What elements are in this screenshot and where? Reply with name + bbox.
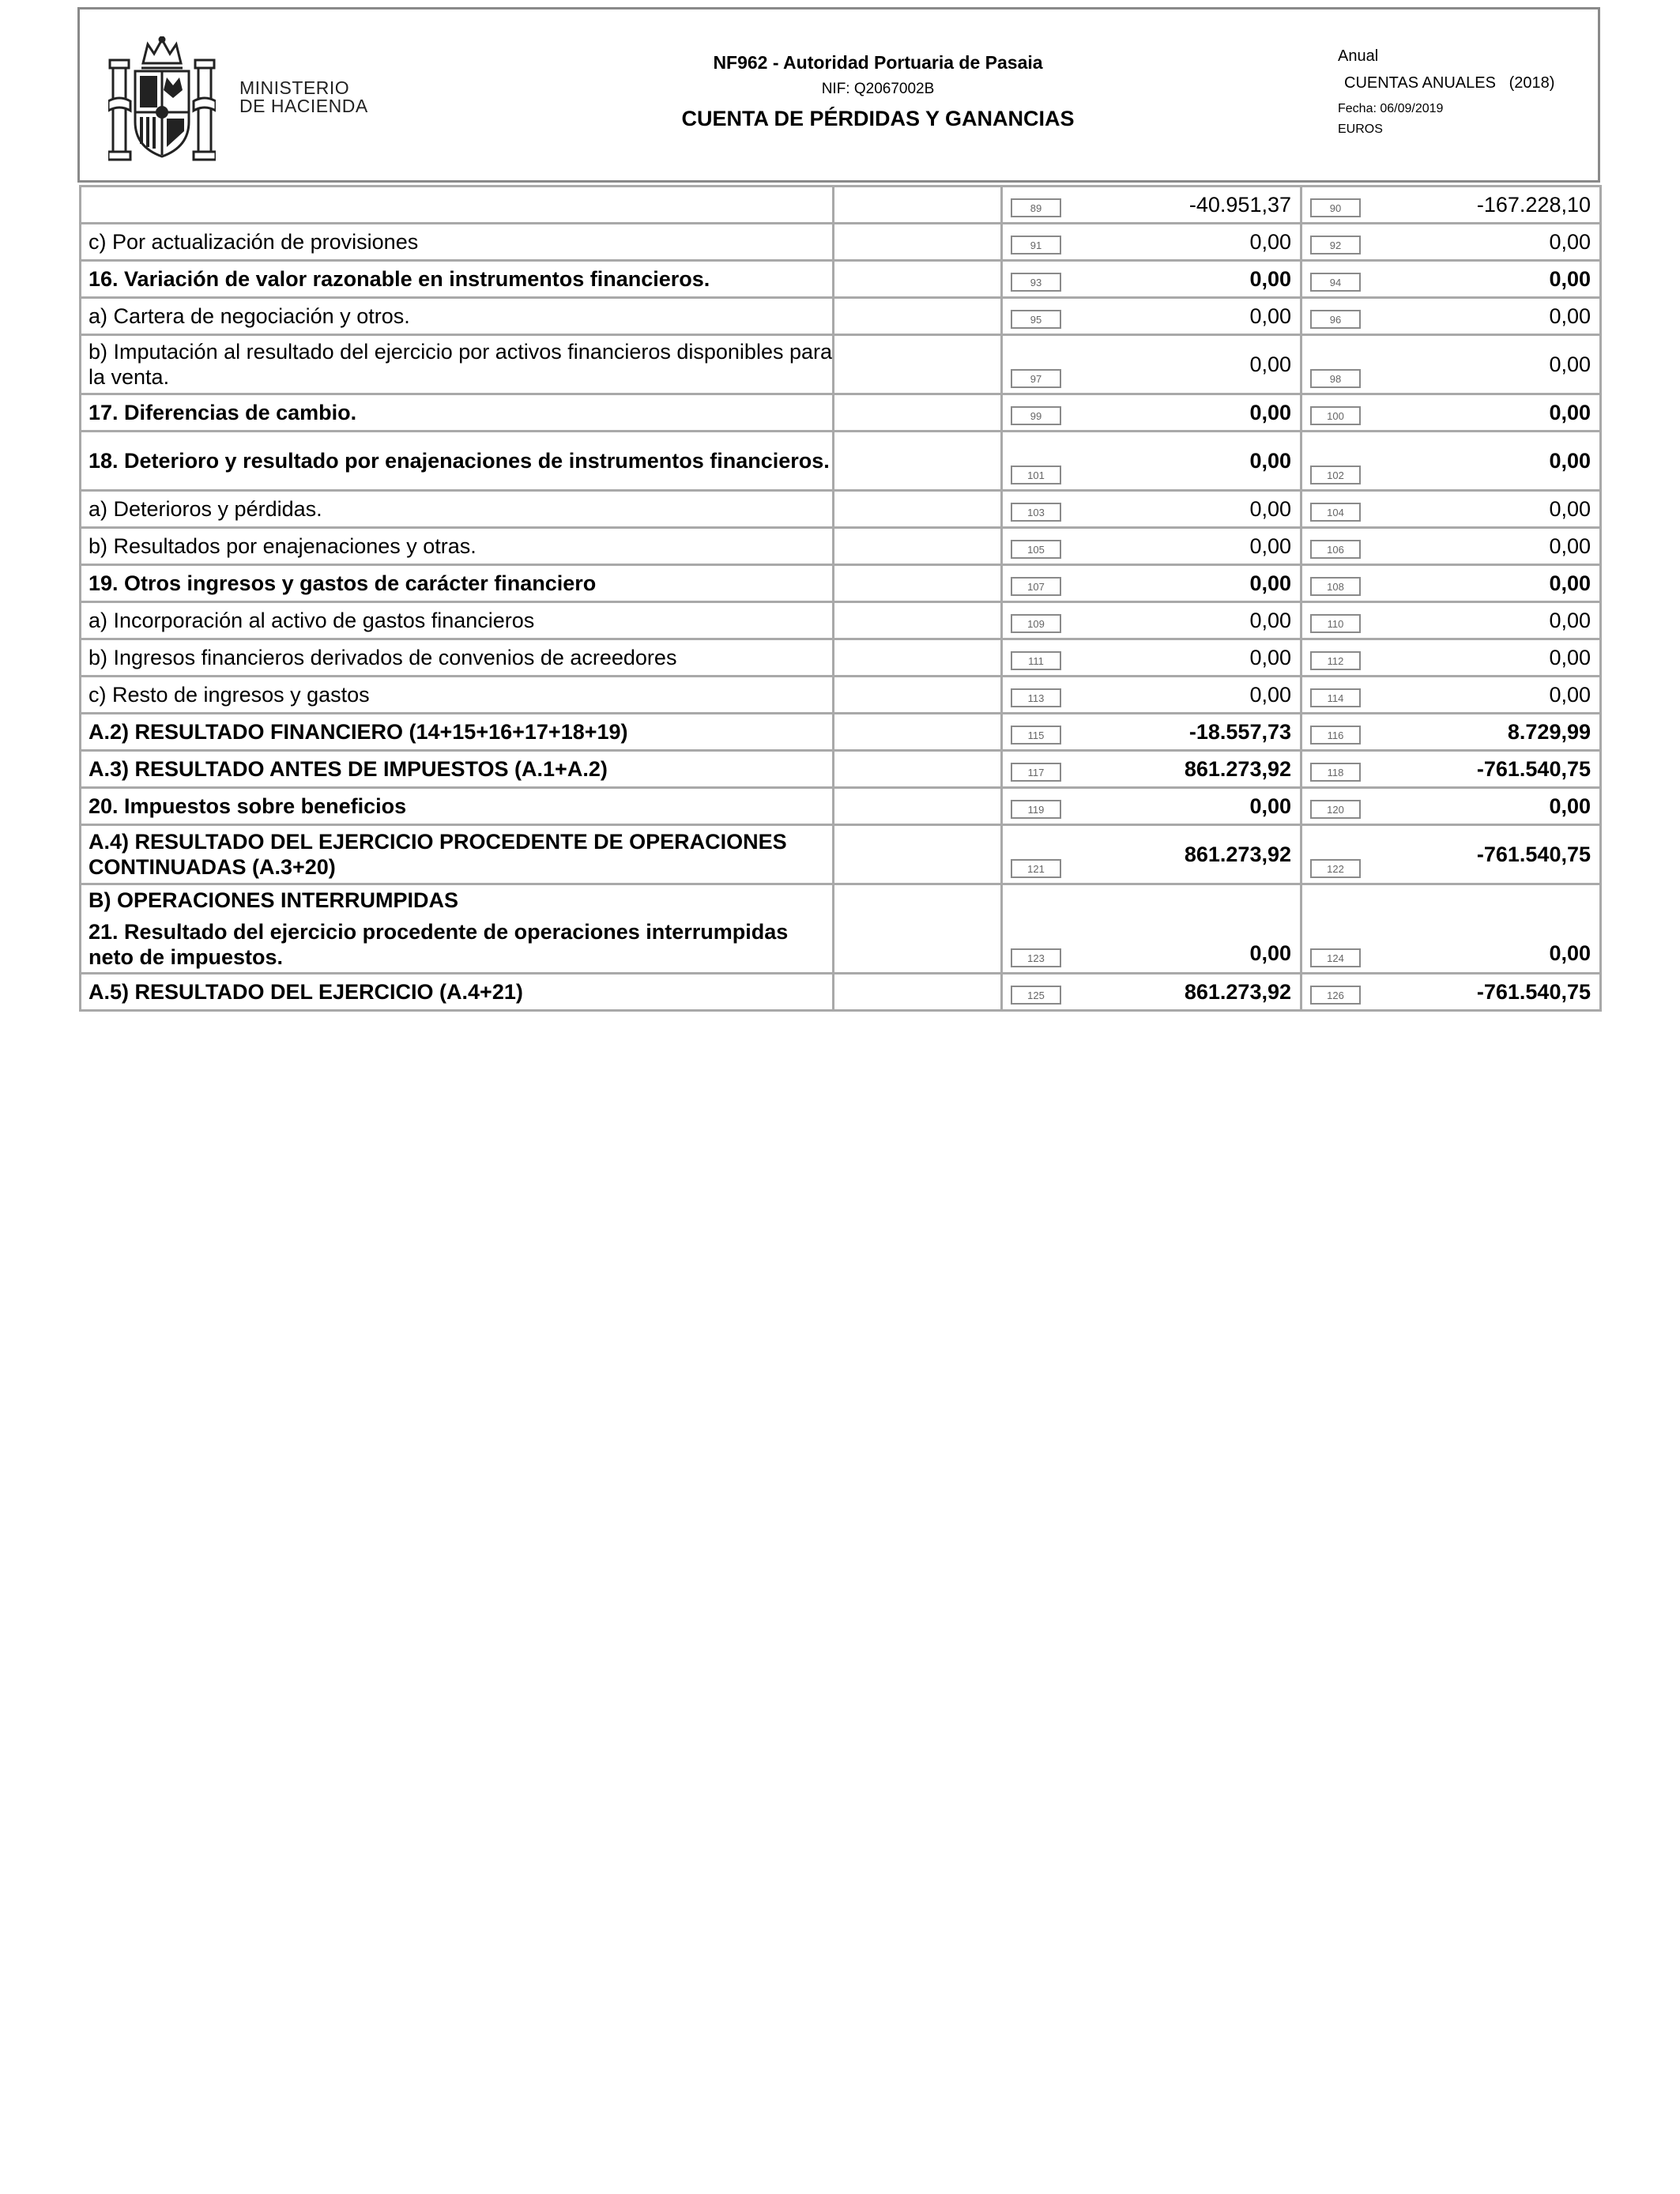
table-row: [81, 335, 1601, 394]
table-row: [81, 825, 1601, 884]
box-code: 92: [1310, 236, 1361, 254]
value-cell-current: [1002, 602, 1301, 639]
box-code: 93: [1011, 273, 1061, 292]
row-label: b) Ingresos financieros derivados de convenios de acreedores: [89, 646, 677, 669]
amount-value: 0,00: [1549, 608, 1591, 632]
row-label-cell: [81, 677, 834, 714]
amount-value: 0,00: [1249, 303, 1291, 328]
amount-value: 0,00: [1249, 496, 1291, 521]
empty-cell: [834, 224, 1002, 261]
box-code: 95: [1011, 310, 1061, 329]
amount-value: 0,00: [1549, 400, 1591, 424]
empty-cell: [834, 639, 1002, 677]
value-cell-previous: [1301, 788, 1601, 825]
value-cell-previous: [1301, 714, 1601, 751]
ministry-line-1: MINISTERIO: [239, 77, 350, 98]
box-code: 90: [1310, 198, 1361, 217]
amount-value: 0,00: [1249, 448, 1291, 473]
table-row: [81, 974, 1601, 1011]
table-row: [81, 187, 1601, 224]
box-code: 123: [1011, 948, 1061, 967]
amount-value: 0,00: [1549, 352, 1591, 376]
box-code: 91: [1011, 236, 1061, 254]
row-label: a) Deterioros y pérdidas.: [89, 497, 322, 521]
amount-value: 0,00: [1549, 303, 1591, 328]
value-cell-previous: [1301, 528, 1601, 565]
value-cell-current: [1002, 528, 1301, 565]
coat-of-arms-logo: [108, 36, 216, 161]
box-code: 122: [1310, 859, 1361, 878]
box-code: 110: [1310, 614, 1361, 633]
nif-label: NIF: Q2067002B: [821, 81, 935, 97]
row-label: 17. Diferencias de cambio.: [89, 401, 357, 424]
box-code: 120: [1310, 800, 1361, 819]
table-row: [81, 432, 1601, 491]
box-code: 109: [1011, 614, 1061, 633]
empty-cell: [834, 298, 1002, 335]
value-cell-current: [1002, 974, 1301, 1011]
box-code: 100: [1310, 406, 1361, 425]
date-label: Fecha: 06/09/2019: [1338, 102, 1444, 115]
row-label-cell: [81, 825, 834, 884]
table-row: [81, 714, 1601, 751]
box-code: 103: [1011, 503, 1061, 522]
box-code: 104: [1310, 503, 1361, 522]
row-label-cell: [81, 714, 834, 751]
box-code: 125: [1011, 986, 1061, 1005]
amount-value: 0,00: [1249, 571, 1291, 595]
row-label: a) Incorporación al activo de gastos financieros: [89, 609, 535, 632]
row-label-cell: [81, 491, 834, 528]
row-label: A.3) RESULTADO ANTES DE IMPUESTOS (A.1+A.2): [89, 757, 608, 781]
box-code: 97: [1011, 369, 1061, 388]
row-label-cell: [81, 788, 834, 825]
box-code: 118: [1310, 763, 1361, 782]
row-label-cell: [81, 639, 834, 677]
header-center: [554, 51, 1202, 134]
value-cell-previous: [1301, 432, 1601, 491]
row-label-cell: [81, 528, 834, 565]
amount-value: 0,00: [1549, 448, 1591, 473]
row-label: 20. Impuestos sobre beneficios: [89, 794, 407, 818]
empty-cell: [834, 677, 1002, 714]
amount-value: 0,00: [1549, 571, 1591, 595]
header-meta: [1338, 46, 1554, 137]
amount-value: 0,00: [1249, 794, 1291, 818]
box-code: 115: [1011, 726, 1061, 745]
currency-label: EUROS: [1338, 123, 1383, 136]
amount-value: 0,00: [1249, 533, 1291, 558]
document-header: [77, 7, 1600, 183]
value-cell-current: [1002, 394, 1301, 432]
row-label: a) Cartera de negociación y otros.: [89, 304, 410, 328]
row-label-cell: [81, 335, 834, 394]
box-code: 114: [1310, 688, 1361, 707]
value-cell-current: [1002, 224, 1301, 261]
amount-value: 0,00: [1249, 608, 1291, 632]
row-label-cell: [81, 187, 834, 224]
row-label: c) Resto de ingresos y gastos: [89, 683, 370, 707]
empty-cell: [834, 884, 1002, 974]
entity-name: NF962 - Autoridad Portuaria de Pasaia: [713, 52, 1043, 73]
box-code: 119: [1011, 800, 1061, 819]
amount-value: -167.228,10: [1476, 192, 1591, 217]
amount-value: 0,00: [1549, 229, 1591, 254]
box-code: 112: [1310, 651, 1361, 670]
row-label: A.5) RESULTADO DEL EJERCICIO (A.4+21): [89, 980, 523, 1004]
table-row: [81, 884, 1601, 974]
row-label-cell: [81, 884, 834, 974]
value-cell-current: [1002, 335, 1301, 394]
box-code: 121: [1011, 859, 1061, 878]
amount-value: 0,00: [1549, 941, 1591, 965]
row-label: 19. Otros ingresos y gastos de carácter financiero: [89, 571, 597, 595]
box-code: 106: [1310, 540, 1361, 559]
table-row: [81, 565, 1601, 602]
value-cell-current: [1002, 639, 1301, 677]
box-code: 113: [1011, 688, 1061, 707]
row-label-cell: [81, 974, 834, 1011]
empty-cell: [834, 187, 1002, 224]
value-cell-previous: [1301, 394, 1601, 432]
amount-value: 0,00: [1249, 400, 1291, 424]
amount-value: -761.540,75: [1476, 842, 1591, 866]
empty-cell: [834, 335, 1002, 394]
empty-cell: [834, 528, 1002, 565]
amount-value: 0,00: [1549, 794, 1591, 818]
table-row: [81, 261, 1601, 298]
row-label-cell: [81, 432, 834, 491]
page-title: CUENTA DE PÉRDIDAS Y GANANCIAS: [681, 107, 1075, 130]
row-label: c) Por actualización de provisiones: [89, 230, 419, 254]
value-cell-previous: [1301, 187, 1601, 224]
box-code: 111: [1011, 651, 1061, 670]
value-cell-current: [1002, 565, 1301, 602]
row-label: A.2) RESULTADO FINANCIERO (14+15+16+17+18+19): [89, 720, 628, 744]
box-code: 102: [1310, 466, 1361, 484]
row-label-cell: [81, 394, 834, 432]
table-row: [81, 491, 1601, 528]
row-label: A.4) RESULTADO DEL EJERCICIO PROCEDENTE DE OPERACIONES CONTINUADAS (A.3+20): [89, 830, 787, 879]
value-cell-previous: [1301, 884, 1601, 974]
value-cell-current: [1002, 298, 1301, 335]
value-cell-previous: [1301, 224, 1601, 261]
row-label: 18. Deterioro y resultado por enajenaciones de instrumentos financieros.: [89, 449, 830, 473]
amount-value: 0,00: [1249, 352, 1291, 376]
value-cell-current: [1002, 825, 1301, 884]
amount-value: 0,00: [1549, 645, 1591, 669]
table-row: [81, 751, 1601, 788]
row-label-cell: [81, 298, 834, 335]
row-label: 16. Variación de valor razonable en instrumentos financieros.: [89, 267, 710, 291]
box-code: 94: [1310, 273, 1361, 292]
box-code: 101: [1011, 466, 1061, 484]
box-code: 126: [1310, 986, 1361, 1005]
empty-cell: [834, 261, 1002, 298]
row-label-cell: [81, 602, 834, 639]
table-row: [81, 602, 1601, 639]
amount-value: 0,00: [1249, 682, 1291, 707]
amount-value: 861.273,92: [1184, 979, 1291, 1004]
amount-value: 0,00: [1249, 266, 1291, 291]
value-cell-current: [1002, 261, 1301, 298]
box-code: 124: [1310, 948, 1361, 967]
box-code: 98: [1310, 369, 1361, 388]
ministry-line-2: DE HACIENDA: [239, 96, 368, 116]
amount-value: 0,00: [1249, 645, 1291, 669]
table-row: [81, 788, 1601, 825]
box-code: 107: [1011, 577, 1061, 596]
empty-cell: [834, 432, 1002, 491]
box-code: 108: [1310, 577, 1361, 596]
amount-value: -761.540,75: [1476, 756, 1591, 781]
amount-value: 0,00: [1249, 229, 1291, 254]
empty-cell: [834, 394, 1002, 432]
row-label-cell: [81, 224, 834, 261]
value-cell-previous: [1301, 335, 1601, 394]
amount-value: 8.729,99: [1507, 719, 1591, 744]
box-code: 96: [1310, 310, 1361, 329]
amount-value: -40.951,37: [1188, 192, 1291, 217]
empty-cell: [834, 751, 1002, 788]
table-row: [81, 677, 1601, 714]
amount-value: 861.273,92: [1184, 756, 1291, 781]
value-cell-current: [1002, 884, 1301, 974]
value-cell-previous: [1301, 639, 1601, 677]
value-cell-current: [1002, 677, 1301, 714]
value-cell-previous: [1301, 677, 1601, 714]
row-label: b) Resultados por enajenaciones y otras.: [89, 534, 477, 558]
box-code: 99: [1011, 406, 1061, 425]
value-cell-previous: [1301, 565, 1601, 602]
box-code: 116: [1310, 726, 1361, 745]
empty-cell: [834, 491, 1002, 528]
empty-cell: [834, 714, 1002, 751]
amount-value: -761.540,75: [1476, 979, 1591, 1004]
value-cell-previous: [1301, 602, 1601, 639]
amount-value: 0,00: [1549, 682, 1591, 707]
amount-value: 0,00: [1549, 266, 1591, 291]
table-row: [81, 298, 1601, 335]
profit-loss-table: [79, 185, 1602, 1012]
box-code: 105: [1011, 540, 1061, 559]
empty-cell: [834, 825, 1002, 884]
ministry-name: [239, 79, 368, 115]
value-cell-previous: [1301, 491, 1601, 528]
value-cell-previous: [1301, 825, 1601, 884]
empty-cell: [834, 602, 1002, 639]
value-cell-previous: [1301, 261, 1601, 298]
box-code: 117: [1011, 763, 1061, 782]
table-row: [81, 394, 1601, 432]
value-cell-current: [1002, 491, 1301, 528]
empty-cell: [834, 974, 1002, 1011]
row-label: 21. Resultado del ejercicio procedente de operaciones interrumpidas neto de impuestos.: [89, 920, 789, 969]
section-heading: B) OPERACIONES INTERRUMPIDAS: [89, 888, 459, 912]
value-cell-current: [1002, 751, 1301, 788]
row-label: b) Imputación al resultado del ejercicio por activos financieros disponibles para la venta.: [89, 340, 833, 389]
empty-cell: [834, 565, 1002, 602]
value-cell-previous: [1301, 751, 1601, 788]
amount-value: 0,00: [1549, 496, 1591, 521]
table-row: [81, 224, 1601, 261]
value-cell-previous: [1301, 298, 1601, 335]
value-cell-current: [1002, 187, 1301, 224]
empty-cell: [834, 788, 1002, 825]
row-label-cell: [81, 261, 834, 298]
period-label: Anual: [1338, 47, 1379, 65]
value-cell-current: [1002, 432, 1301, 491]
table-row: [81, 528, 1601, 565]
row-label-cell: [81, 751, 834, 788]
amount-value: 0,00: [1549, 533, 1591, 558]
accounts-label: CUENTAS ANUALES (2018): [1344, 74, 1555, 92]
table-row: [81, 639, 1601, 677]
amount-value: 0,00: [1249, 941, 1291, 965]
value-cell-previous: [1301, 974, 1601, 1011]
value-cell-current: [1002, 714, 1301, 751]
row-label-cell: [81, 565, 834, 602]
box-code: 89: [1011, 198, 1061, 217]
amount-value: 861.273,92: [1184, 842, 1291, 866]
value-cell-current: [1002, 788, 1301, 825]
amount-value: -18.557,73: [1188, 719, 1291, 744]
